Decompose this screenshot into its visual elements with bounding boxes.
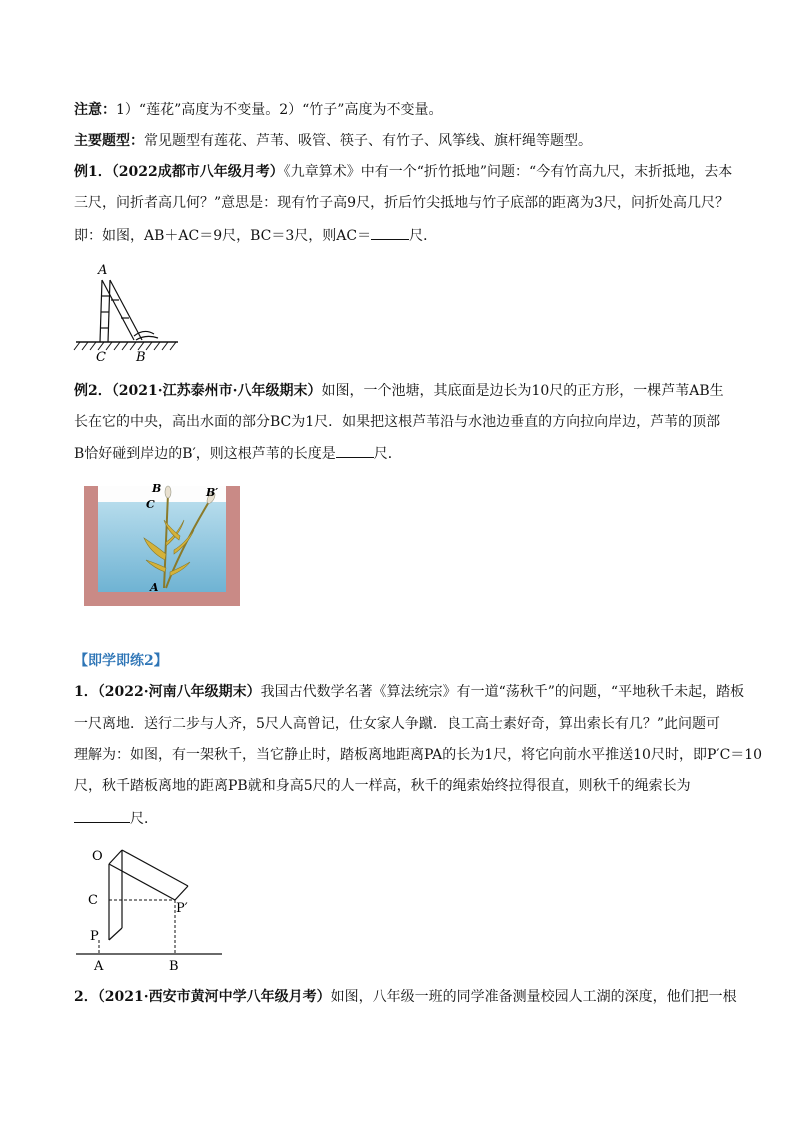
ex2-label-b: B xyxy=(152,482,162,495)
q2-text1: 如图，八年级一班的同学准备测量校园人工湖的深度，他们把一根 xyxy=(330,989,737,1005)
q1-line3: 理解为：如图，有一架秋千，当它静止时，踏板离地距离PA的长为1尺，将它向前水平推送10尺时，即P′C＝10 xyxy=(74,747,763,763)
ex2-text1: 如图，一个池塘，其底面是边长为10尺的正方形，一棵芦苇AB生 xyxy=(321,383,724,399)
q1-label-pp: P′ xyxy=(176,901,188,916)
q1-label: 1． xyxy=(74,684,98,700)
q2-line1 xyxy=(74,987,737,1007)
ex2-label: 例2． xyxy=(74,383,112,399)
ex2-text3-end: 尺． xyxy=(373,446,402,462)
ex2-label-bp: B′ xyxy=(206,486,219,499)
q1-line2: 一尺离地．送行二步与人齐，5尺人高曾记，仕女家人争蹴．良工高士素好奇，算出索长有几？”此问题可 xyxy=(74,716,721,732)
ex1-source: （2022成都市八年级月考） xyxy=(111,164,284,180)
broken-bamboo-figure xyxy=(72,258,182,366)
q1-line1 xyxy=(74,682,744,702)
q1-line4: 尺，秋千踏板离地的距离PB就和身高5尺的人一样高，秋千的绳索始终拉得很直，则秋千的绳索长为 xyxy=(74,778,691,794)
ex2-label-a: A xyxy=(150,581,159,594)
ex1-label: 例1． xyxy=(74,164,112,180)
ex2-source: （2021·江苏泰州市·八年级期末） xyxy=(111,383,322,399)
types-label: 主要题型： xyxy=(74,133,144,149)
q2-label: 2． xyxy=(74,989,98,1005)
ex2-answer-blank xyxy=(336,443,374,458)
q1-answer-blank xyxy=(74,808,130,823)
ex2-label-c: C xyxy=(146,498,155,511)
ex1-text1: 《九章算术》中有一个“折竹抵地”问题：“今有竹高九尺，末折抵地，去本 xyxy=(283,164,733,180)
q1-label-b: B xyxy=(169,959,179,974)
ex1-answer-blank xyxy=(371,225,409,240)
ex2-text3: B恰好碰到岸边的B′，则这根芦苇的长度是 xyxy=(74,446,336,462)
ex2-line2: 长在它的中央，高出水面的部分BC为1尺．如果把这根芦苇沿与水池边垂直的方向拉向岸边，芦苇的顶部 xyxy=(74,414,721,430)
q1-label-a: A xyxy=(94,959,104,974)
q1-label-p: P xyxy=(90,929,99,944)
q1-text1: 我国古代数学名著《算法统宗》有一道“荡秋千”的问题，“平地秋千未起，踏板 xyxy=(260,684,745,700)
section-title: 【即学即练2】 xyxy=(74,653,168,669)
q1-label-c: C xyxy=(88,893,98,908)
note-label: 注意： xyxy=(74,102,116,118)
swing-figure xyxy=(72,840,224,974)
ex1-line2: 三尺，问折者高几何？”意思是：现有竹子高9尺，折后竹尖抵地与竹子底部的距离为3尺，问折处高几尺？ xyxy=(74,195,729,211)
types-line xyxy=(74,131,592,151)
note-line xyxy=(74,100,442,120)
ex1-text3-end: 尺． xyxy=(409,228,438,244)
ex1-text3: 即：如图，AB＋AC＝9尺，BC＝3尺，则AC＝ xyxy=(74,228,372,244)
note-text: 1）“莲花”高度为不变量。2）“竹子”高度为不变量。 xyxy=(116,102,443,118)
q2-source: （2021·西安市黄河中学八年级月考） xyxy=(97,989,331,1005)
ex1-line1 xyxy=(74,162,732,182)
q1-source: （2022·河南八年级期末） xyxy=(97,684,261,700)
q1-line5 xyxy=(74,808,158,829)
pond-reed-figure xyxy=(84,480,240,606)
ex1-label-a: A xyxy=(98,263,108,278)
q1-text5: 尺． xyxy=(130,811,158,827)
ex2-line1 xyxy=(74,381,724,401)
ex2-line3 xyxy=(74,443,402,464)
types-text: 常见题型有莲花、芦苇、吸管、筷子、有竹子、风筝线、旗杆绳等题型。 xyxy=(144,133,592,149)
ex1-line3 xyxy=(74,225,437,246)
ex1-label-c: C xyxy=(96,350,106,365)
ex1-label-b: B xyxy=(136,350,146,365)
q1-label-o: O xyxy=(92,849,103,864)
